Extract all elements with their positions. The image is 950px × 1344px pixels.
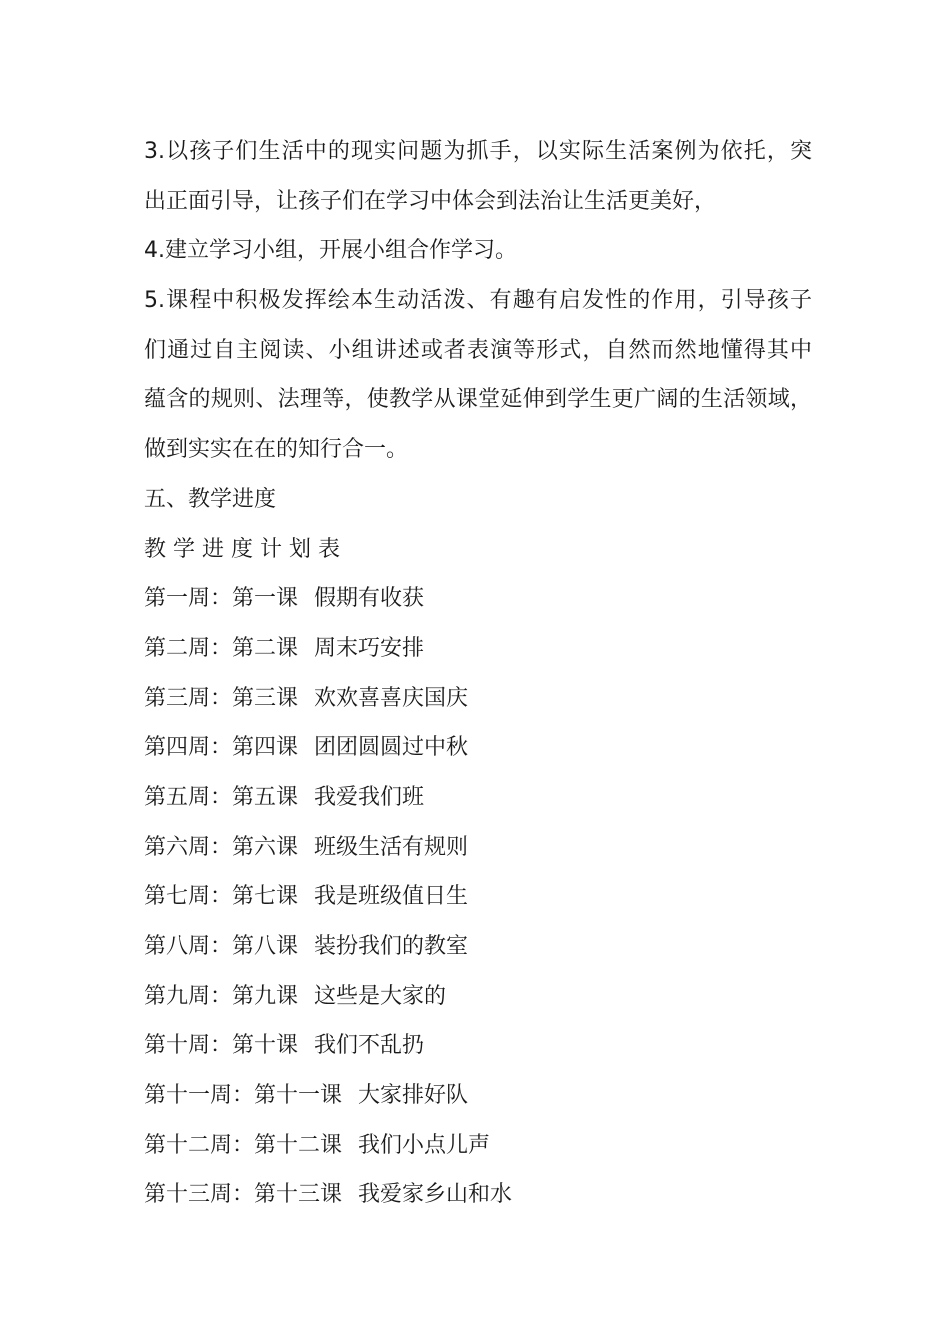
schedule-week: 第八周： [144, 934, 233, 959]
schedule-row [144, 723, 812, 773]
paragraph-5-line-3: 蕴含的规则、法理等，使教学从课堂延伸到学生更广阔的生活领域， [144, 387, 812, 413]
schedule-list [144, 574, 812, 1220]
schedule-lesson: 第十一课 [254, 1083, 343, 1109]
schedule-topic: 欢欢喜喜庆国庆 [314, 685, 469, 711]
schedule-row [144, 773, 812, 823]
schedule-topic: 班级生活有规则 [314, 834, 469, 860]
schedule-row [144, 1021, 812, 1071]
paragraph-5-line-4: 做到实实在在的知行合一。 [144, 437, 409, 463]
paragraph-3-line-2: 出正面引导，让孩子们在学习中体会到法治让生活更美好， [144, 188, 717, 214]
paragraph-5-line-2: 们通过自主阅读、小组讲述或者表演等形式，自然而然地懂得其中 [144, 337, 812, 363]
schedule-lesson: 第一课 [232, 586, 299, 612]
schedule-week: 第十三周： [144, 1182, 255, 1208]
schedule-title: 教学进度计划表 [144, 536, 348, 562]
schedule-topic: 假期有收获 [314, 586, 425, 612]
schedule-row [144, 674, 812, 724]
schedule-topic: 我爱我们班 [314, 784, 425, 810]
schedule-row [144, 624, 812, 674]
schedule-row [144, 922, 812, 972]
schedule-lesson: 第五课 [232, 784, 299, 810]
schedule-row [144, 1121, 812, 1171]
schedule-row [144, 872, 812, 922]
schedule-topic: 这些是大家的 [314, 983, 447, 1009]
schedule-lesson: 第九课 [232, 983, 299, 1009]
schedule-week: 第六周： [144, 834, 233, 860]
schedule-row [144, 823, 812, 873]
schedule-week: 第一周： [144, 586, 233, 612]
schedule-topic: 我爱家乡山和水 [358, 1182, 513, 1208]
schedule-lesson: 第十课 [232, 1033, 299, 1059]
document-body [144, 127, 812, 1220]
schedule-lesson: 第八课 [232, 934, 299, 959]
schedule-lesson: 第十二课 [254, 1132, 343, 1158]
schedule-topic: 周末巧安排 [314, 635, 425, 661]
schedule-row [144, 1170, 812, 1220]
schedule-lesson: 第二课 [232, 635, 299, 661]
schedule-week: 第九周： [144, 983, 233, 1009]
schedule-lesson: 第四课 [232, 735, 299, 761]
paragraph-4: 4.建立学习小组，开展小组合作学习。 [144, 238, 517, 264]
schedule-lesson: 第六课 [232, 834, 299, 860]
schedule-lesson: 第三课 [232, 685, 299, 711]
schedule-topic: 我们小点儿声 [358, 1132, 491, 1158]
schedule-topic: 大家排好队 [358, 1083, 469, 1109]
schedule-week: 第五周： [144, 784, 233, 810]
schedule-week: 第四周： [144, 735, 233, 761]
section-heading: 五、教学进度 [144, 486, 277, 512]
schedule-week: 第七周： [144, 884, 233, 910]
schedule-lesson: 第七课 [232, 884, 299, 910]
schedule-week: 第十一周： [144, 1083, 255, 1109]
schedule-topic: 我们不乱扔 [314, 1033, 425, 1059]
schedule-topic: 团团圆圆过中秋 [314, 735, 469, 761]
schedule-week: 第十周： [144, 1033, 233, 1059]
schedule-topic: 装扮我们的教室 [314, 934, 469, 959]
paragraph-3-line-1: 3.以孩子们生活中的现实问题为抓手，以实际生活案例为依托，突 [144, 139, 812, 164]
schedule-row [144, 574, 812, 624]
schedule-lesson: 第十三课 [254, 1182, 343, 1208]
schedule-row [144, 1071, 812, 1121]
schedule-week: 第三周： [144, 685, 233, 711]
schedule-week: 第十二周： [144, 1132, 255, 1158]
schedule-week: 第二周： [144, 635, 233, 661]
paragraph-5-line-1: 5.课程中积极发挥绘本生动活泼、有趣有启发性的作用，引导孩子 [144, 288, 812, 314]
schedule-topic: 我是班级值日生 [314, 884, 469, 910]
schedule-row [144, 972, 812, 1022]
